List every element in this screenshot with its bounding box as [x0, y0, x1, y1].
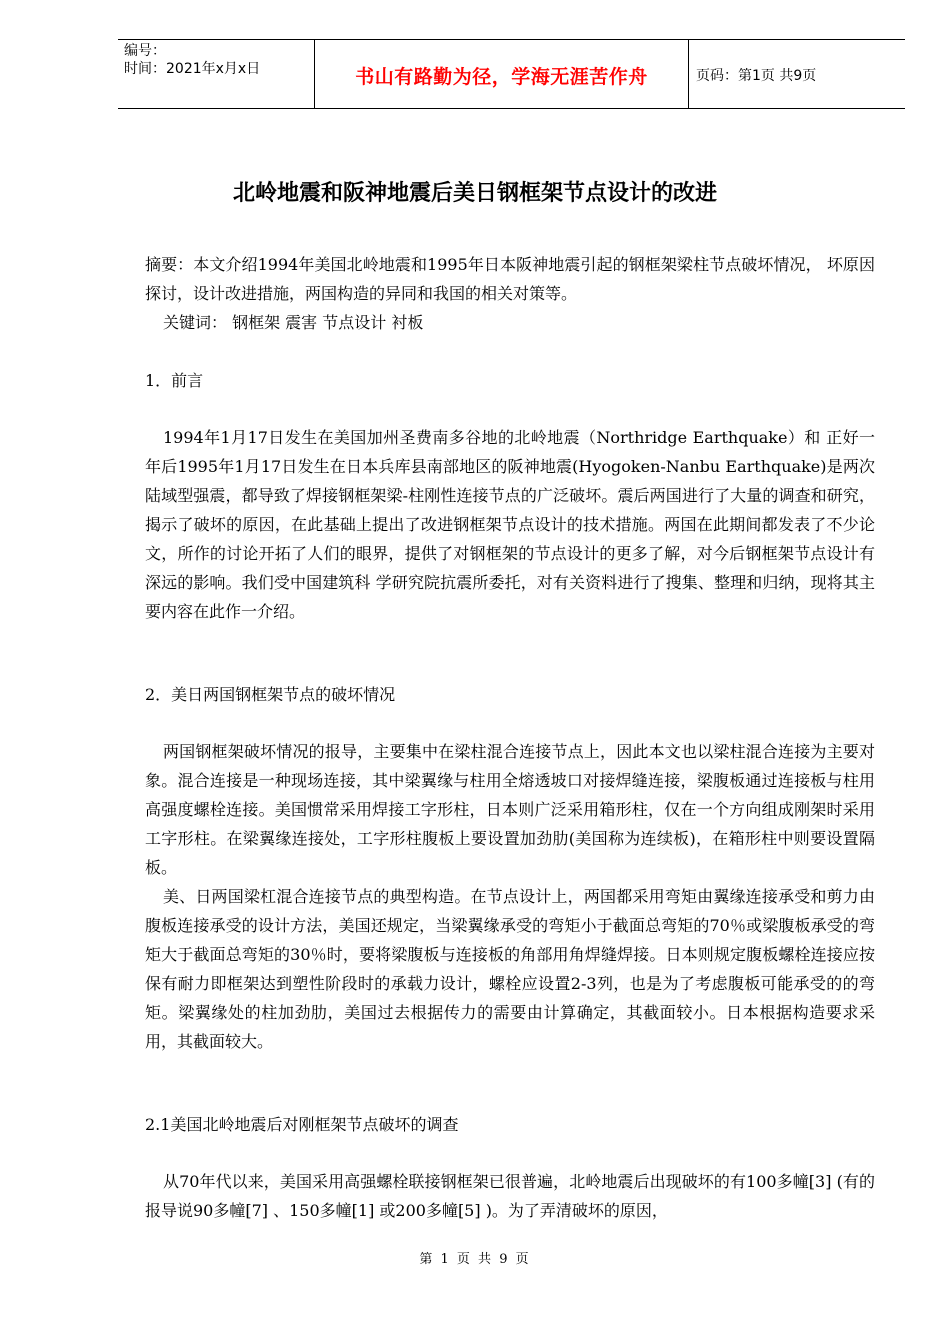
section-heading: 1．前言 — [145, 371, 204, 390]
section-1-body — [145, 423, 875, 626]
keywords: 关键词： 钢框架 震害 节点设计 衬板 — [163, 313, 424, 332]
document-time: 时间：2021年x月x日 — [124, 61, 261, 77]
paragraph: 从70年代以来，美国采用高强螺栓联接钢框架已很普遍，北岭地震后出现破坏的有100多幢[3] (有的报导说90多幢[7] 、150多幢[1] 或200多幢[5] )。为了弄清破坏的原因， — [145, 1172, 875, 1220]
abstract — [145, 250, 875, 308]
paragraph: 美、日两国梁杠混合连接节点的典型构造。在节点设计上，两国都采用弯矩由翼缘连接承受和剪力由腹板连接承受的设计方法，美国还规定，当梁翼缘承受的弯矩小于截面总弯矩的70％或梁腹板承受的弯矩大于截面总弯矩的30％时，要将梁腹板与连接板的角部用角焊缝焊接。日本则规定腹板螺栓连接应按保有耐力即框架达到塑性阶段时的承载力设计，螺栓应设置2-3列，也是为了考虑腹板可能承受的的弯矩。梁翼缘处的柱加劲肋，美国过去根据传力的需要由计算确定，其截面较小。日本根据构造要求采用，其截面较大。 — [145, 887, 875, 1051]
header-table — [118, 39, 905, 109]
section-heading: 2．美日两国钢框架节点的破坏情况 — [145, 685, 396, 704]
keywords-block — [145, 308, 875, 337]
section-2-1-body — [145, 1167, 875, 1225]
header-meta-cell — [118, 40, 314, 108]
header-page-cell — [688, 40, 905, 108]
header-motto-cell — [314, 40, 689, 108]
page-footer: 第 1 页 共 9 页 — [419, 1252, 531, 1267]
section-1-heading-block — [145, 366, 875, 395]
document-number: 编号： — [124, 43, 166, 59]
section-2-heading-block — [145, 680, 875, 709]
section-heading: 2.1美国北岭地震后对刚框架节点破坏的调查 — [145, 1115, 459, 1134]
paragraph: 两国钢框架破坏情况的报导，主要集中在梁柱混合连接节点上，因此本文也以梁柱混合连接为主要对象。混合连接是一种现场连接，其中梁翼缘与柱用全熔透坡口对接焊缝连接，梁腹板通过连接板与柱用高强度螺栓连接。美国惯常采用焊接工字形柱，日本则广泛采用箱形柱，仅在一个方向组成刚架时采用工字形柱。在梁翼缘连接处，工字形柱腹板上要设置加劲肋(美国称为连续板)，在箱形柱中则要设置隔板。 — [145, 742, 875, 877]
section-2-body — [145, 737, 875, 1056]
page-title: 北岭地震和阪神地震后美日钢框架节点设计的改进 — [232, 181, 717, 206]
section-2-1-heading-block — [145, 1110, 875, 1139]
motto-text: 书山有路勤为径，学海无涯苦作舟 — [355, 66, 648, 88]
paragraph: 1994年1月17日发生在美国加州圣费南多谷地的北岭地震（Northridge Earthquake）和 正好一年后1995年1月17日发生在日本兵库县南部地区的阪神地震(Hyogoken-Nanbu Earthquake)是两次陆域型强震，都导致了焊接钢框架梁-柱刚性连接节点的广泛破坏。震后两国进行了大量的调查和研究，揭示了破坏的原因，在此基础上提出了改进钢框架节点设计的技术措施。两国在此期间都发表了不少论文，所作的讨论开拓了人们的眼界，提供了对钢框架的节点设计的更多了解，对今后钢框架节点设计有深远的影响。我们受中国建筑科 学研究院抗震所委托，对有关资料进行了搜集、整理和归纳，现将其主要内容在此作一介绍。 — [145, 428, 875, 621]
abstract-text: 摘要：本文介绍1994年美国北岭地震和1995年日本阪神地震引起的钢框架梁柱节点破坏情况， 坏原因探讨，设计改进措施，两国构造的异同和我国的相关对策等。 — [145, 255, 875, 303]
page-info: 页码：第1页 共9页 — [696, 68, 817, 84]
